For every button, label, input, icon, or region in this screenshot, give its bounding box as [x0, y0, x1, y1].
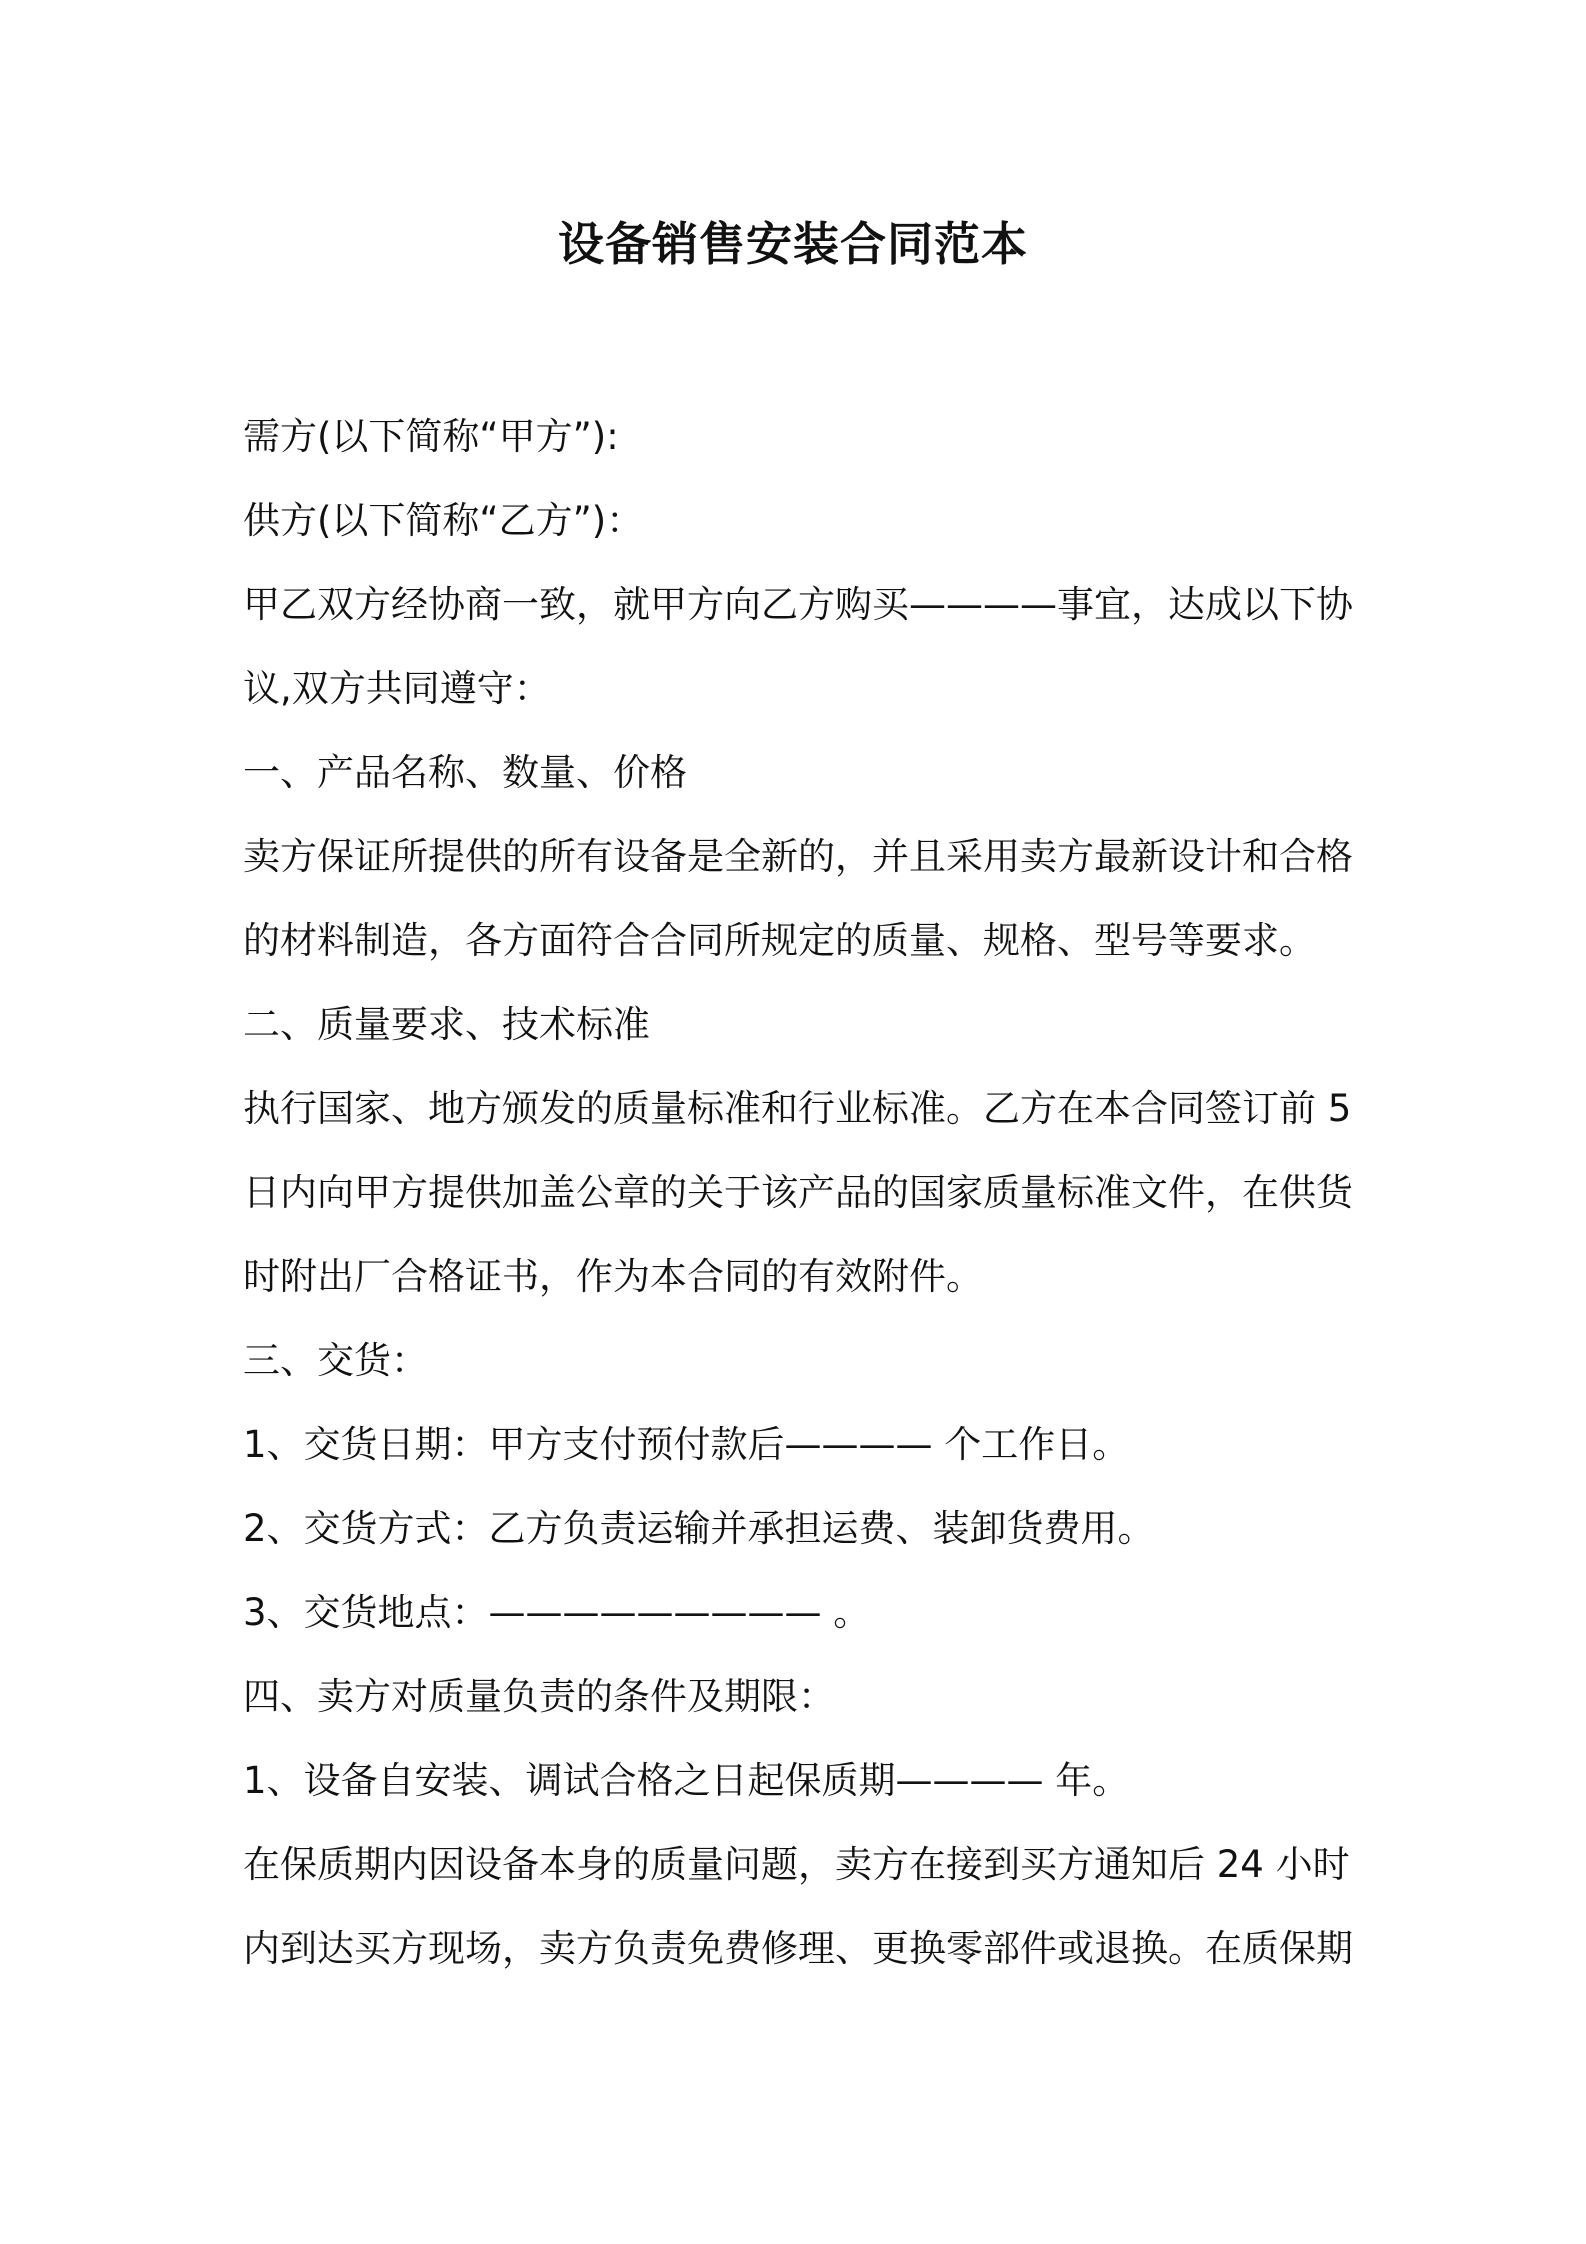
text-line: 内到达买方现场，卖方负责免费修理、更换零部件或退换。在质保期 — [243, 1927, 1353, 1970]
text-line: 需方(以下简称“甲方”): — [243, 415, 619, 458]
text-line: 议,双方共同遵守： — [243, 667, 551, 710]
text-line: 2、交货方式：乙方负责运输并承担运费、装卸货费用。 — [243, 1507, 1155, 1550]
document-title: 设备销售安装合同范本 — [558, 217, 1028, 271]
text-line: 执行国家、地方颁发的质量标准和行业标准。乙方在本合同签订前 5 — [243, 1087, 1352, 1130]
text-line: 在保质期内因设备本身的质量问题，卖方在接到买方通知后 24 小时 — [243, 1843, 1350, 1886]
text-line: 时附出厂合格证书，作为本合同的有效附件。 — [243, 1255, 983, 1298]
text-line: 1、设备自安装、调试合格之日起保质期———— 年。 — [243, 1759, 1130, 1802]
section-heading: 一、产品名称、数量、价格 — [243, 751, 687, 794]
text-line: 供方(以下简称“乙方”)： — [243, 499, 644, 542]
text-line: 甲乙双方经协商一致，就甲方向乙方购买————事宜，达成以下协 — [243, 583, 1353, 626]
text-line: 日内向甲方提供加盖公章的关于该产品的国家质量标准文件，在供货 — [243, 1171, 1353, 1214]
text-line: 卖方保证所提供的所有设备是全新的，并且采用卖方最新设计和合格 — [243, 835, 1353, 878]
section-heading: 四、卖方对质量负责的条件及期限： — [243, 1675, 835, 1718]
section-heading: 三、交货： — [243, 1339, 428, 1382]
text-line: 的材料制造，各方面符合合同所规定的质量、规格、型号等要求。 — [243, 919, 1316, 962]
text-line: 3、交货地点：————————— 。 — [243, 1591, 871, 1634]
text-line: 1、交货日期：甲方支付预付款后———— 个工作日。 — [243, 1423, 1130, 1466]
section-heading: 二、质量要求、技术标准 — [243, 1003, 650, 1046]
